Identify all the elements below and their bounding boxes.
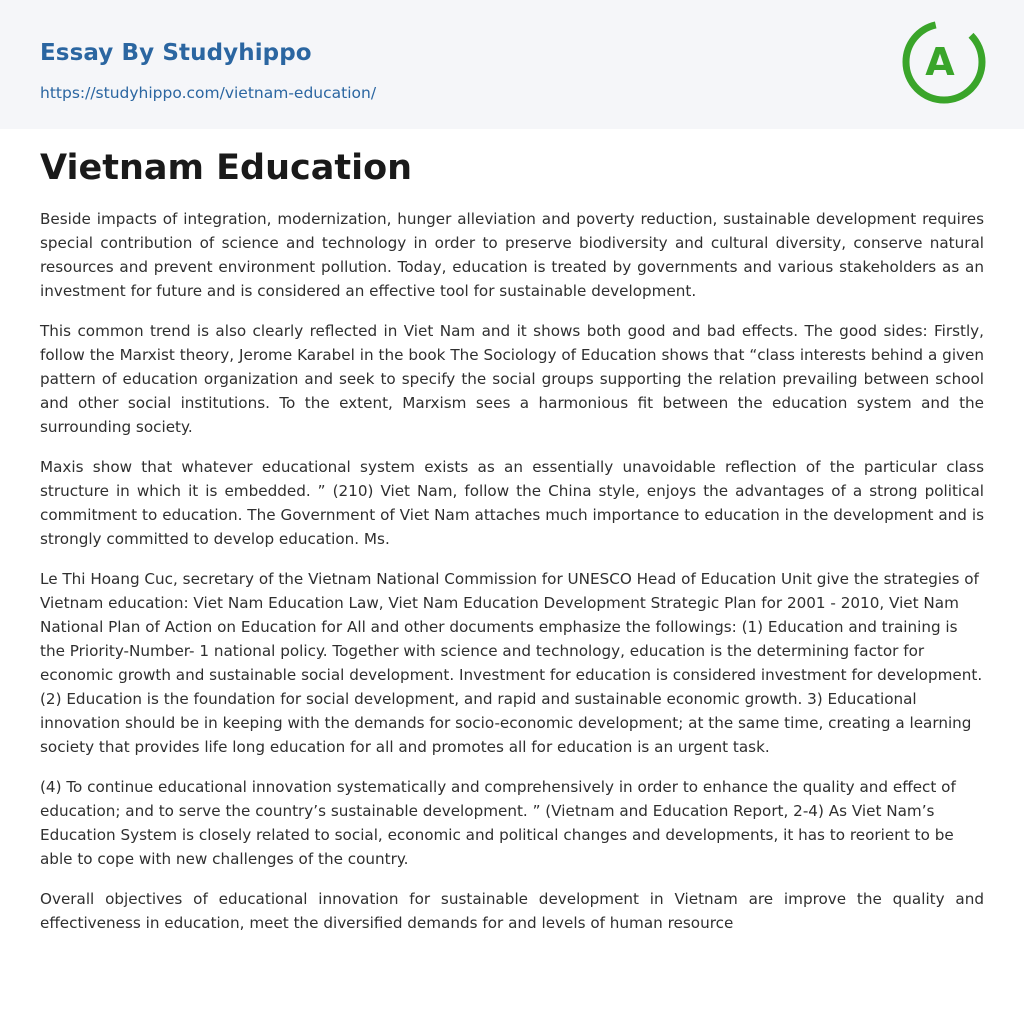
essay-paragraph: This common trend is also clearly reflected in Viet Nam and it shows both good and bad effects. The good sides: Firstly, follow the Marxist theory, Jerome Karabel in the book The Sociology of Education shows that “class interests behind a given pattern of education organization and seek to specify the social groups supporting the relation prevailing between school and other social institutions. To the extent, Marxism sees a harmonious fit between the education system and the surrounding society. bbox=[40, 322, 984, 436]
page-title: Vietnam Education bbox=[40, 148, 413, 188]
logo-letter: A bbox=[925, 40, 955, 84]
site-header bbox=[0, 0, 1024, 129]
brand-title[interactable]: Essay By Studyhippo bbox=[40, 40, 312, 66]
essay-url-link[interactable]: https://studyhippo.com/vietnam-education/ bbox=[40, 84, 377, 102]
essay-content bbox=[0, 129, 1024, 935]
essay-paragraph: Beside impacts of integration, modernization, hunger alleviation and poverty reduction, sustainable development requires special contribution of science and technology in order to preserve biodiversity and cultural diversity, conserve natural resources and prevent environment pollution. Today, education is treated by governments and various stakeholders as an investment for future and is considered an effective tool for sustainable development. bbox=[40, 210, 984, 300]
essay-paragraph: (4) To continue educational innovation systematically and comprehensively in order to enhance the quality and effect of education; and to serve the country’s sustainable development. ” (Vietnam and Education Report, 2-4) As Viet Nam’s Education System is closely related to social, economic and political changes and developments, it has to reorient to be able to cope with new challenges of the country. bbox=[40, 778, 956, 868]
essay-paragraph: Overall objectives of educational innovation for sustainable development in Vietnam are improve the quality and effectiveness in education, meet the diversified demands for and levels of human resource bbox=[40, 890, 984, 932]
essay-paragraph: Maxis show that whatever educational system exists as an essentially unavoidable reflection of the particular class structure in which it is embedded. ” (210) Viet Nam, follow the China style, enjoys the advantages of a strong political commitment to education. The Government of Viet Nam attaches much importance to education in the development and is strongly committed to develop education. Ms. bbox=[40, 458, 984, 548]
essay-paragraph: Le Thi Hoang Cuc, secretary of the Vietnam National Commission for UNESCO Head of Education Unit give the strategies of Vietnam education: Viet Nam Education Law, Viet Nam Education Development Strategic Plan for 2001 - 2010, Viet Nam National Plan of Action on Education for All and other documents emphasize the followings: (1) Education and training is the Priority-Number- 1 national policy. Together with science and technology, education is the determining factor for economic growth and sustainable social development. Investment for education is considered investment for development. (2) Education is the foundation for social development, and rapid and sustainable economic growth. 3) Educational innovation should be in keeping with the demands for socio-economic development; at the same time, creating a learning society that provides life long education for all and promotes all for education is an urgent task. bbox=[40, 570, 983, 756]
studyhippo-logo-icon[interactable] bbox=[900, 18, 988, 106]
